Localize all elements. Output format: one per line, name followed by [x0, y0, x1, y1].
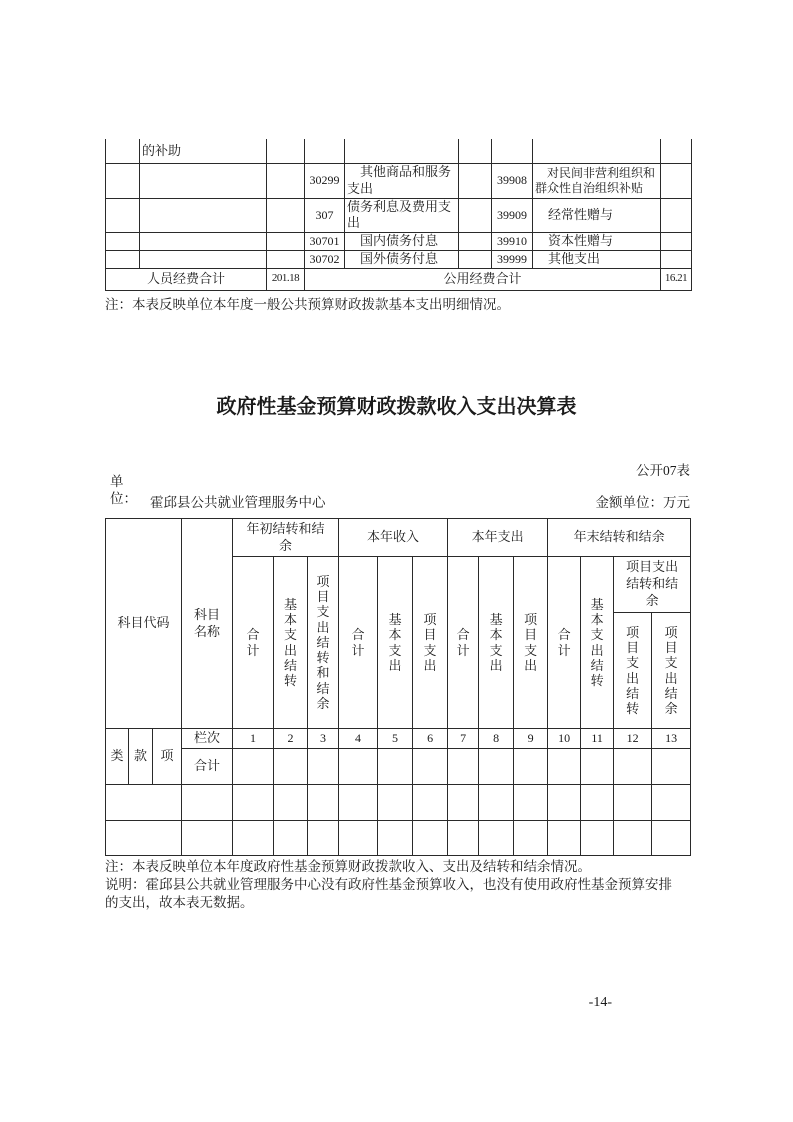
code-cell: 30701	[305, 232, 345, 250]
total-row-label: 合计	[182, 749, 233, 785]
empty-cell	[106, 163, 140, 198]
empty-cell	[459, 139, 492, 163]
item-name-cell: 国外债务付息	[345, 250, 459, 268]
value-cell	[448, 785, 479, 821]
value-cell	[514, 749, 548, 785]
value-cell	[548, 749, 581, 785]
column-header: 合计	[233, 557, 274, 729]
column-header: 合计	[448, 557, 479, 729]
column-header: 基本支出	[378, 557, 413, 729]
empty-cell	[661, 139, 692, 163]
col-number-cell: 12	[614, 729, 652, 749]
value-cell	[479, 749, 514, 785]
empty-cell	[492, 139, 533, 163]
category-cell: 款	[129, 729, 153, 785]
subgroup-header: 项目支出结转和结余	[614, 557, 691, 613]
value-cell	[308, 785, 339, 821]
value-cell	[378, 821, 413, 856]
value-cell	[339, 749, 378, 785]
col-number-cell: 2	[274, 729, 308, 749]
code-cell: 39910	[492, 232, 533, 250]
value-cell	[514, 821, 548, 856]
document-title: 政府性基金预算财政拨款收入支出决算表	[216, 396, 577, 418]
subsidy-continued-cell: 的补助	[140, 139, 267, 163]
amount-cell	[459, 232, 492, 250]
empty-cell	[140, 250, 267, 268]
value-cell	[413, 749, 448, 785]
value-cell	[413, 821, 448, 856]
amount-cell	[661, 250, 692, 268]
value-cell	[378, 749, 413, 785]
column-header: 项目支出结余	[652, 613, 691, 729]
empty-cell	[106, 785, 182, 821]
amount-cell	[267, 250, 305, 268]
value-cell	[274, 785, 308, 821]
value-cell	[413, 785, 448, 821]
empty-data-row	[106, 785, 691, 821]
column-header: 基本支出	[479, 557, 514, 729]
lanci-label: 栏次	[182, 729, 233, 749]
amount-unit-label: 金额单位：万元	[595, 495, 690, 510]
totals-row	[106, 268, 692, 290]
empty-cell	[305, 139, 345, 163]
col-number-cell: 10	[548, 729, 581, 749]
column-header: 项目支出	[514, 557, 548, 729]
total-row	[106, 749, 691, 785]
column-header: 项目支出	[413, 557, 448, 729]
table-row	[106, 250, 692, 268]
empty-cell	[140, 163, 267, 198]
empty-cell	[182, 821, 233, 856]
empty-cell	[182, 785, 233, 821]
personnel-total-value: 201.18	[267, 268, 305, 290]
value-cell	[614, 821, 652, 856]
amount-cell	[661, 198, 692, 232]
value-cell	[448, 749, 479, 785]
column-header: 合计	[548, 557, 581, 729]
empty-data-row	[106, 821, 691, 856]
category-cell: 类	[106, 729, 129, 785]
col-number-cell: 9	[514, 729, 548, 749]
value-cell	[339, 821, 378, 856]
value-cell	[581, 821, 614, 856]
item-name-cell: 其他商品和服务支出	[345, 163, 459, 198]
subject-code-header: 科目代码	[106, 519, 182, 729]
value-cell	[548, 785, 581, 821]
col-number-cell: 1	[233, 729, 274, 749]
public-total-label: 公用经费合计	[305, 268, 661, 290]
column-header: 基本支出结转	[274, 557, 308, 729]
table2-notes	[105, 858, 673, 911]
column-header: 项目支出结转	[614, 613, 652, 729]
value-cell	[548, 821, 581, 856]
column-header: 项目支出结转和结余	[308, 557, 339, 729]
column-header: 基本支出结转	[581, 557, 614, 729]
amount-cell	[267, 198, 305, 232]
column-header: 合计	[339, 557, 378, 729]
table-number: 公开07表	[636, 463, 690, 478]
value-cell	[274, 821, 308, 856]
value-cell	[581, 749, 614, 785]
value-cell	[378, 785, 413, 821]
amount-cell	[267, 232, 305, 250]
code-cell: 30299	[305, 163, 345, 198]
empty-cell	[267, 139, 305, 163]
value-cell	[339, 785, 378, 821]
empty-cell	[106, 232, 140, 250]
value-cell	[652, 785, 691, 821]
amount-cell	[661, 163, 692, 198]
page-number: -14-	[588, 995, 612, 1010]
code-cell: 307	[305, 198, 345, 232]
group-header: 本年收入	[339, 519, 448, 557]
personnel-total-label: 人员经费合计	[106, 268, 267, 290]
subject-name-header: 科目名称	[182, 519, 233, 729]
value-cell	[233, 749, 274, 785]
value-cell	[614, 785, 652, 821]
table-row	[106, 139, 692, 163]
value-cell	[614, 749, 652, 785]
code-cell: 39908	[492, 163, 533, 198]
table2-note: 注：本表反映单位本年度政府性基金预算财政拨款收入、支出及结转和结余情况。	[105, 859, 591, 874]
col-number-cell: 3	[308, 729, 339, 749]
code-cell: 30702	[305, 250, 345, 268]
group-header: 本年支出	[448, 519, 548, 557]
value-cell	[479, 821, 514, 856]
col-number-cell: 5	[378, 729, 413, 749]
category-cell: 项	[153, 729, 182, 785]
value-cell	[652, 821, 691, 856]
amount-cell	[267, 163, 305, 198]
col-number-cell: 4	[339, 729, 378, 749]
group-header: 年初结转和结余	[233, 519, 339, 557]
empty-cell	[106, 821, 182, 856]
group-header: 年末结转和结余	[548, 519, 691, 557]
table2-explanation: 说明：霍邱县公共就业管理服务中心没有政府性基金预算收入，也没有使用政府性基金预算安排的支出，故本表无数据。	[105, 876, 672, 910]
col-number-cell: 7	[448, 729, 479, 749]
empty-cell	[140, 198, 267, 232]
item-name-cell: 国内债务付息	[345, 232, 459, 250]
value-cell	[581, 785, 614, 821]
empty-cell	[533, 139, 661, 163]
unit-label: 单位：	[110, 474, 137, 506]
item-name-cell: 对民间非营利组织和群众性自治组织补贴	[533, 163, 661, 198]
value-cell	[233, 785, 274, 821]
item-name-cell: 债务利息及费用支出	[345, 198, 459, 232]
empty-cell	[140, 232, 267, 250]
table1-note: 注：本表反映单位本年度一般公共预算财政拨款基本支出明细情况。	[105, 297, 510, 312]
group-header-row	[106, 519, 691, 557]
public-total-value: 16.21	[661, 268, 692, 290]
empty-cell	[106, 139, 140, 163]
value-cell	[514, 785, 548, 821]
amount-cell	[661, 232, 692, 250]
col-number-cell: 6	[413, 729, 448, 749]
amount-cell	[459, 163, 492, 198]
basic-expenditure-table-continued	[105, 139, 692, 291]
value-cell	[233, 821, 274, 856]
unit-name: 霍邱县公共就业管理服务中心	[150, 495, 326, 510]
value-cell	[652, 749, 691, 785]
amount-cell	[459, 250, 492, 268]
table-row	[106, 198, 692, 232]
empty-cell	[345, 139, 459, 163]
item-name-cell: 经常性赠与	[533, 198, 661, 232]
item-name-cell: 其他支出	[533, 250, 661, 268]
column-number-row	[106, 729, 691, 749]
value-cell	[448, 821, 479, 856]
value-cell	[308, 821, 339, 856]
value-cell	[308, 749, 339, 785]
col-number-cell: 13	[652, 729, 691, 749]
code-cell: 39999	[492, 250, 533, 268]
table-row	[106, 232, 692, 250]
amount-cell	[459, 198, 492, 232]
col-number-cell: 8	[479, 729, 514, 749]
value-cell	[479, 785, 514, 821]
empty-cell	[106, 198, 140, 232]
item-name-cell: 资本性赠与	[533, 232, 661, 250]
value-cell	[274, 749, 308, 785]
table-row	[106, 163, 692, 198]
code-cell: 39909	[492, 198, 533, 232]
col-number-cell: 11	[581, 729, 614, 749]
empty-cell	[106, 250, 140, 268]
fund-budget-table	[105, 518, 691, 856]
